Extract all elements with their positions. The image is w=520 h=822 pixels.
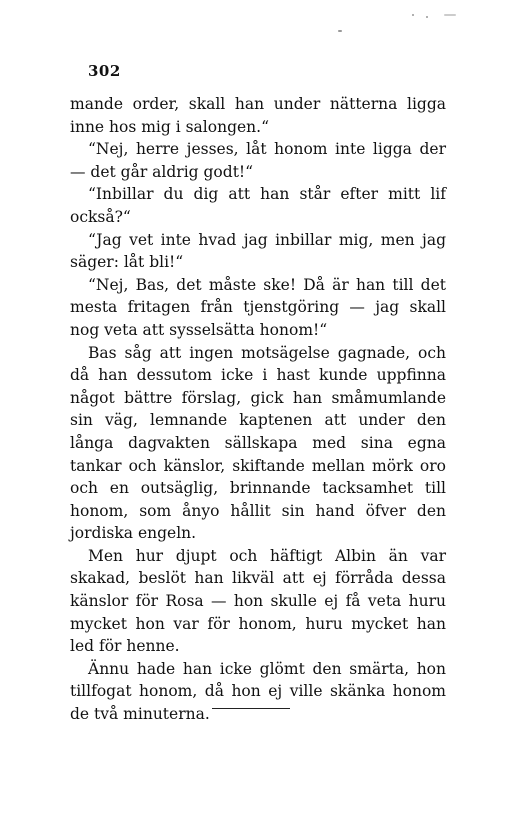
- print-speck: [426, 16, 428, 18]
- page-number: 302: [88, 62, 121, 80]
- paragraph: “Nej, herre jesses, låt honom inte ligga der — det går aldrig godt!“: [70, 140, 446, 181]
- paragraph: “Jag vet inte hvad jag inbillar mig, men jag säger: låt bli!“: [70, 230, 446, 272]
- paragraph: “Inbillar du dig att han står efter mitt lif också?“: [70, 185, 446, 226]
- print-speck: [412, 14, 414, 16]
- paragraph: Ännu hade han icke glömt den smärta, hon tillfogat honom, då hon ej ville skänka honom de två minuterna.: [70, 659, 446, 724]
- body-text: [70, 93, 446, 726]
- paragraph: Men hur djupt och häftigt Albin än var skakad, beslöt han likväl att ej förråda dessa känslor för Rosa — hon skulle ej få veta huru mycket hon var för honom, huru mycket han led för henne.: [70, 546, 446, 656]
- print-speck: [444, 14, 456, 16]
- paragraph: “Nej, Bas, det måste ske! Då är han till det mesta fritagen från tjenstgöring — jag skall nog veta att sysselsätta honom!“: [70, 275, 446, 339]
- end-rule: [212, 708, 290, 709]
- paragraph: Bas såg att ingen motsägelse gagnade, och då han dessutom icke i hast kunde uppfinna något bättre förslag, gick han småmumlande sin väg, lemnande kaptenen att under den långa dagvakten sällskapa med sina egna tankar och känslor, skiftande mellan mörk oro och en outsäglig, brinnande tacksamhet till honom, som ånyo hållit sin hand öfver den jordiska engeln.: [70, 343, 446, 543]
- paragraph: mande order, skall han under nätterna ligga inne hos mig i salongen.“: [70, 95, 446, 136]
- print-speck: [338, 30, 342, 32]
